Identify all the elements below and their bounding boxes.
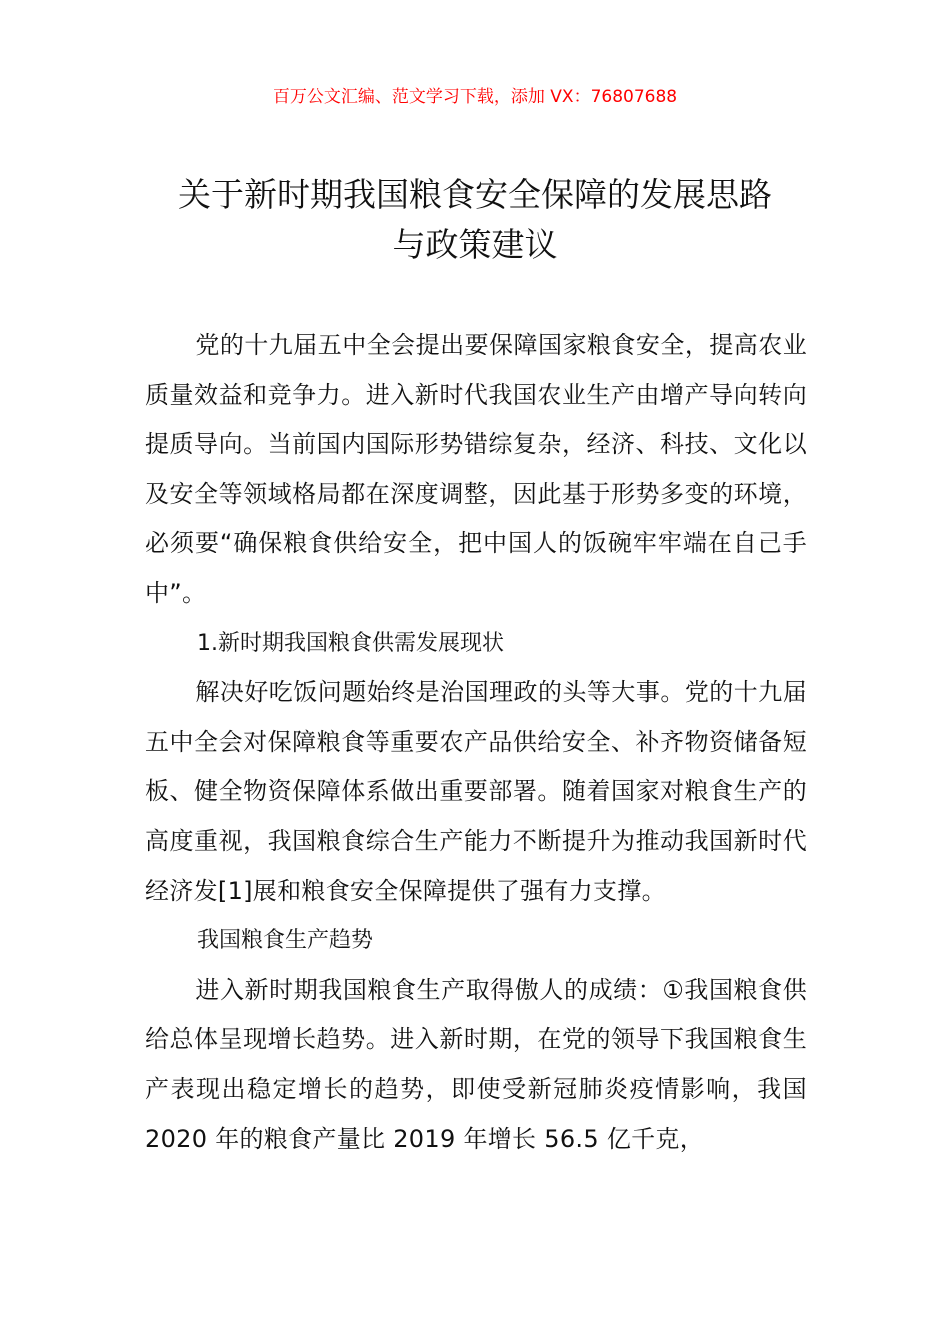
document-body	[145, 321, 807, 1164]
document-title	[140, 170, 810, 270]
title-line-2: 与政策建议	[392, 225, 558, 264]
promo-banner: 百万公文汇编、范文学习下载，添加 VX：76807688	[272, 87, 678, 107]
paragraph-supply-status: 解决好吃饭问题始终是治国理政的头等大事。党的十九届五中全会对保障粮食等重要农产品供给安全、补齐物资储备短板、健全物资保障体系做出重要部署。随着国家对粮食生产的高度重视，我国粮食综合生产能力不断提升为推动我国新时代经济发[1]展和粮食安全保障提供了强有力支撑。	[145, 678, 807, 905]
section-heading-2: 我国粮食生产趋势	[197, 928, 374, 954]
paragraph-intro: 党的十九届五中全会提出要保障国家粮食安全，提高农业质量效益和竞争力。进入新时代我国农业生产由增产导向转向提质导向。当前国内国际形势错综复杂，经济、科技、文化以及安全等领域格局都在深度调整，因此基于形势多变的环境，必须要“确保粮食供给安全，把中国人的饭碗牢牢端在自己手中”。	[145, 331, 807, 607]
paragraph-production-trend: 进入新时期我国粮食生产取得傲人的成绩：①我国粮食供给总体呈现增长趋势。进入新时期，在党的领导下我国粮食生产表现出稳定增长的趋势，即使受新冠肺炎疫情影响，我国 2020 年的粮食产量比 2019 年增长 56.5 亿千克，	[145, 975, 807, 1153]
title-line-1: 关于新时期我国粮食安全保障的发展思路	[178, 175, 772, 214]
section-heading-1: 1.新时期我国粮食供需发展现状	[197, 630, 504, 656]
